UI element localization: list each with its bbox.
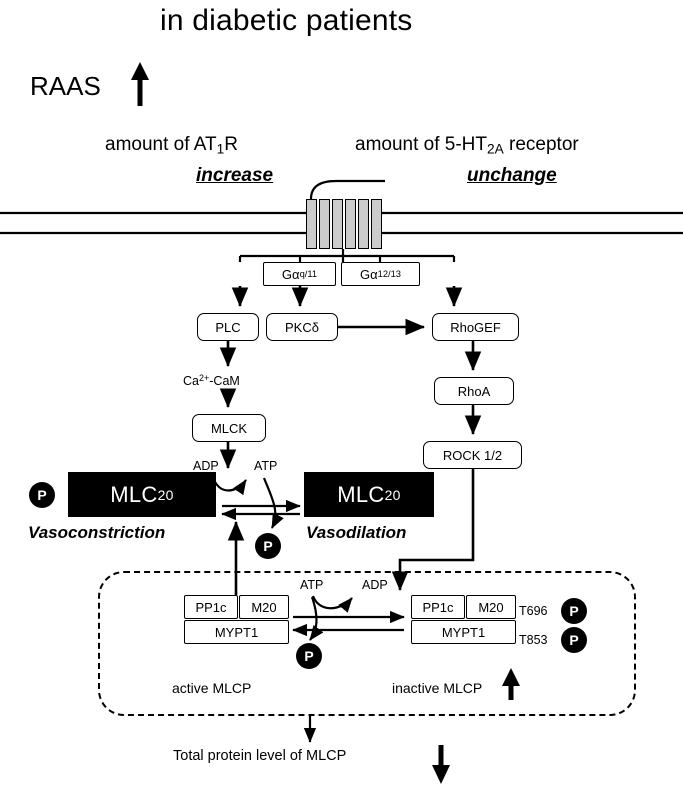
receptor-helix-5 xyxy=(358,199,369,249)
phosphate-badge-t696: P xyxy=(561,598,587,624)
receptor-helix-1 xyxy=(306,199,317,249)
receptor-helix-3 xyxy=(332,199,343,249)
vasoconstriction-label: Vasoconstriction xyxy=(28,523,166,542)
mlc20-dephospho-box xyxy=(304,472,434,517)
raas-up-arrow xyxy=(131,62,149,106)
raas-label: RAAS xyxy=(30,71,101,101)
node-rock: ROCK 1/2 xyxy=(423,441,522,469)
mlc20-phospho-box xyxy=(68,472,216,517)
active-mlcp-label: active MLCP xyxy=(172,680,252,696)
mlc20-reaction-arrows xyxy=(212,474,300,528)
ca-cam-text: Ca xyxy=(183,374,199,389)
inactive-m20-box: M20 xyxy=(466,595,516,619)
inactive-mlcp-label: inactive MLCP xyxy=(392,680,483,696)
receptor-helix-2 xyxy=(319,199,330,249)
galpha-1213-sub: 12/13 xyxy=(377,269,402,279)
galpha-q11-label: Gα xyxy=(281,266,300,282)
receptor-helix-4 xyxy=(345,199,356,249)
t853-label: T853 xyxy=(519,633,548,647)
node-rhogef: RhoGEF xyxy=(432,313,519,341)
total-protein-label: Total protein level of MLCP xyxy=(173,748,347,764)
receptor-n-terminus xyxy=(311,181,385,199)
ht2a-status: unchange xyxy=(467,165,557,186)
ht2a-amount-text: amount of 5-HT xyxy=(355,134,487,155)
atp-label-top: ATP xyxy=(254,459,278,473)
galpha-1213-label: Gα xyxy=(359,266,378,282)
active-mypt1-box: MYPT1 xyxy=(184,620,289,644)
active-pp1c-box: PP1c xyxy=(184,595,238,619)
at1r-status: increase xyxy=(196,165,274,186)
node-galpha-q11 xyxy=(263,262,336,286)
mlc20-left-label: MLC xyxy=(110,481,158,507)
ht2a-subscript: 2A xyxy=(487,141,504,157)
atp-label-lower: ATP xyxy=(300,578,324,592)
phosphate-badge-t853: P xyxy=(561,627,587,653)
receptor-to-g-bus xyxy=(240,249,454,262)
node-plc: PLC xyxy=(197,313,259,341)
inactive-pp1c-box: PP1c xyxy=(411,595,465,619)
adp-label-top: ADP xyxy=(193,459,219,473)
mlc20-right-label: MLC xyxy=(337,481,385,507)
adp-label-lower: ADP xyxy=(362,578,388,592)
t696-label: T696 xyxy=(519,604,548,618)
figure-title: in diabetic patients xyxy=(160,4,413,37)
receptor-helix-6 xyxy=(371,199,382,249)
at1r-subscript: 1 xyxy=(216,141,225,157)
node-mlck: MLCK xyxy=(192,414,266,442)
node-rhoa: RhoA xyxy=(434,377,514,405)
node-pkcdelta: PKCδ xyxy=(266,313,338,341)
ca-cam-label xyxy=(183,373,240,388)
ca-cam-sup: 2+ xyxy=(198,373,210,383)
galpha-q11-sub: q/11 xyxy=(299,269,318,279)
mlc20-left-sub: 20 xyxy=(157,486,174,503)
vasodilation-label: Vasodilation xyxy=(306,523,407,542)
ca-cam-tail: -CaM xyxy=(209,374,240,389)
phosphate-badge-release-top: P xyxy=(255,533,281,559)
total-protein-down-arrow xyxy=(432,745,450,784)
mlc20-right-sub: 20 xyxy=(384,486,401,503)
phosphate-badge-release-lower: P xyxy=(296,643,322,669)
node-galpha-1213 xyxy=(341,262,420,286)
at1r-amount-text: amount of AT xyxy=(105,134,217,155)
at1r-tail: R xyxy=(224,134,238,155)
phosphate-badge-mlc20: P xyxy=(29,482,55,508)
active-m20-box: M20 xyxy=(239,595,289,619)
ht2a-amount-label xyxy=(355,135,579,156)
at1r-amount-label xyxy=(105,135,238,156)
ht2a-tail: receptor xyxy=(503,134,579,155)
inactive-mypt1-box: MYPT1 xyxy=(411,620,516,644)
